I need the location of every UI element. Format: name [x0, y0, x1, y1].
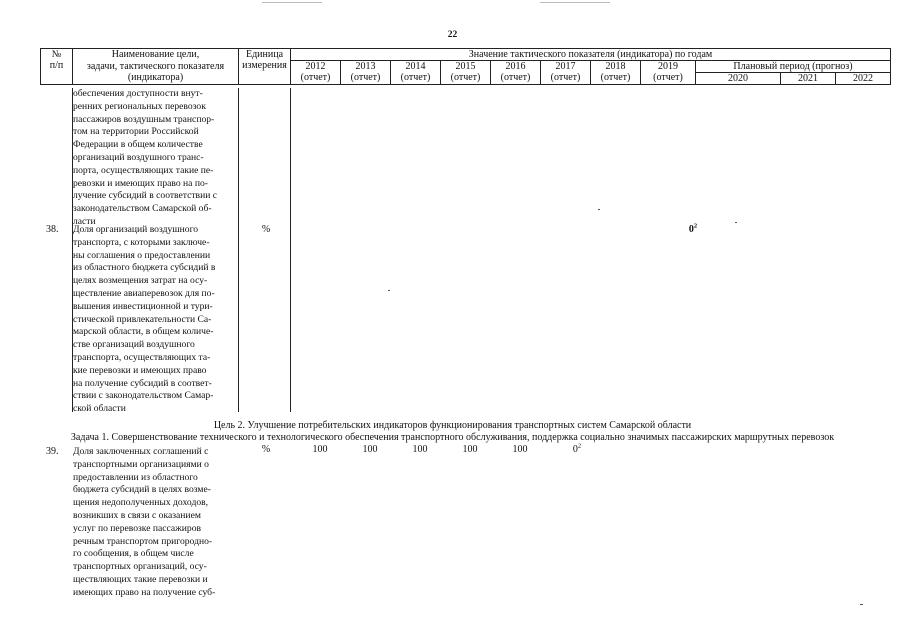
- year-2016: 2016: [491, 61, 541, 73]
- row-39-description: Доля заключенных соглашений с транспортными организациями о предоставлении из областного бюджета субсидий в целях возме- щения недополученных доходов, возникших в связи с оказанием услуг по перевозке пассажиров речным транспортом пригородно- го сообщения, в общем числе транспортных организаций, осу- ществляющих такие перевозки и имеющих право на получение суб-: [73, 446, 216, 598]
- report-label: (отчет): [541, 73, 591, 85]
- scan-speck: [735, 222, 737, 223]
- col-name-header-line3: (индикатора): [73, 73, 239, 85]
- row-38-value-2019: $0^2$: [688, 222, 698, 235]
- report-label: (отчет): [491, 73, 541, 85]
- row-39-value-2012: 100: [312, 444, 328, 455]
- col-values-title: Значение тактического показателя (индикатора) по годам: [291, 49, 891, 61]
- col-number-sub: п/п: [41, 61, 73, 85]
- report-label: (отчет): [341, 73, 391, 85]
- scan-speck: [388, 290, 390, 291]
- row-39-value-2016: 100: [512, 444, 528, 455]
- report-label: (отчет): [591, 73, 641, 85]
- plan-year-2022: 2022: [836, 73, 891, 85]
- plan-year-2020: 2020: [696, 73, 781, 85]
- year-2019: 2019: [641, 61, 696, 73]
- column-border: [238, 88, 239, 412]
- row-38-description: Доля организаций воздушного транспорта, с которыми заключе- ны соглашения о предоставлении из областного бюджета субсидий в целях возмещения затрат на осу- ществление авиаперевозок для по- вышения инвестиционной и тури- стической привлекательности Са- марской области, в общем количе- стве организаций воздушного транспорта, осуществляющих та- кие перевозки и имеющих право на получение субсидий в соответ- ствии с законодательством Самар- ской области: [73, 224, 216, 415]
- report-label: (отчет): [641, 73, 696, 85]
- col-name-header-line2: задачи, тактического показателя: [73, 61, 239, 73]
- footnote-mark: 2: [577, 442, 582, 450]
- row-39-unit: %: [261, 444, 271, 455]
- indicator-table-header: [40, 48, 891, 85]
- report-label: (отчет): [441, 73, 491, 85]
- scan-artifact: [262, 2, 322, 3]
- plan-period-title: Плановый период (прогноз): [696, 61, 891, 73]
- year-2017: 2017: [541, 61, 591, 73]
- scan-speck: [860, 604, 863, 605]
- column-border: [290, 88, 291, 412]
- report-label: (отчет): [291, 73, 341, 85]
- plan-year-2021: 2021: [781, 73, 836, 85]
- col-unit-header-line1: Единица: [239, 49, 291, 61]
- year-2018: 2018: [591, 61, 641, 73]
- scan-speck: [598, 209, 600, 210]
- footnote-mark: 2: [693, 222, 698, 230]
- page-number: 22: [447, 30, 458, 40]
- col-name-header-line1: Наименование цели,: [73, 49, 239, 61]
- row-38-unit: %: [261, 224, 271, 235]
- row-38-number: 38.: [46, 224, 59, 235]
- row-39-value-2017: $0^2$: [572, 442, 582, 455]
- task-1-heading: Задача 1. Совершенствование технического и технологического обеспечения транспортного обслуживания, поддержка социально значимых пассажирских маршрутных перевозок: [70, 432, 835, 443]
- report-label: (отчет): [391, 73, 441, 85]
- year-2015: 2015: [441, 61, 491, 73]
- row-39-number: 39.: [46, 446, 59, 457]
- goal-2-heading: Цель 2. Улучшение потребительских индикаторов функционирования транспортных систем Самарской области: [213, 420, 692, 431]
- col-unit-header-line2: измерения: [239, 61, 291, 85]
- indicator-continuation-text: обеспечения доступности внут- ренних региональных перевозок пассажиров воздушным транспор- том на территории Российской Федерации в общем количестве организаций воздушного транс- порта, осуществляющих такие пе- ревозки и имеющих право на по- лучение субсидий в соответствии с законодательством Самарской об- ласти: [73, 88, 218, 227]
- scan-artifact: [540, 2, 610, 3]
- col-number-header: №: [41, 49, 73, 61]
- row-39-value-2015: 100: [462, 444, 478, 455]
- row-39-value-2013: 100: [362, 444, 378, 455]
- year-2014: 2014: [391, 61, 441, 73]
- year-2012: 2012: [291, 61, 341, 73]
- year-2013: 2013: [341, 61, 391, 73]
- row-39-value-2014: 100: [412, 444, 428, 455]
